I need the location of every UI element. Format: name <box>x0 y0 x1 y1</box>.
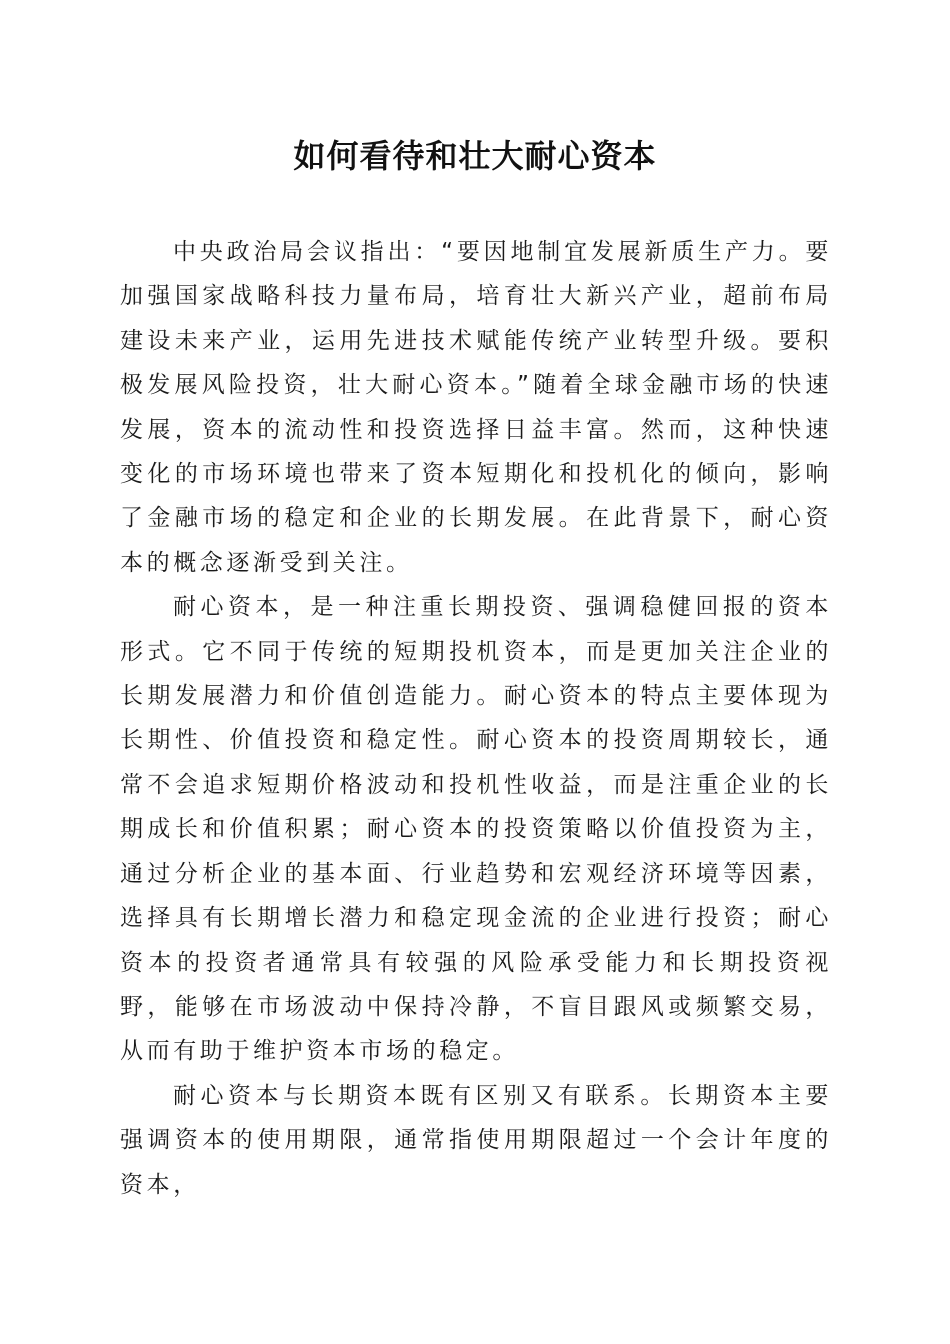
document-body <box>120 230 832 1207</box>
paragraph-3: 耐心资本与长期资本既有区别又有联系。长期资本主要强调资本的使用期限，通常指使用期限超过一个会计年度的资本， <box>120 1082 832 1198</box>
paragraph-1: 中央政治局会议指出：“要因地制宜发展新质生产力。要加强国家战略科技力量布局，培育壮大新兴产业，超前布局建设未来产业，运用先进技术赋能传统产业转型升级。要积极发展风险投资，壮大耐心资本。”随着全球金融市场的快速发展，资本的流动性和投资选择日益丰富。然而，这种快速变化的市场环境也带来了资本短期化和投机化的倾向，影响了金融市场的稳定和企业的长期发展。在此背景下，耐心资本的概念逐渐受到关注。 <box>120 239 832 576</box>
document-title: 如何看待和壮大耐心资本 <box>293 137 657 175</box>
paragraph-2: 耐心资本，是一种注重长期投资、强调稳健回报的资本形式。它不同于传统的短期投机资本，而是更加关注企业的长期发展潜力和价值创造能力。耐心资本的特点主要体现为长期性、价值投资和稳定性。耐心资本的投资周期较长，通常不会追求短期价格波动和投机性收益，而是注重企业的长期成长和价值积累；耐心资本的投资策略以价值投资为主，通过分析企业的基本面、行业趋势和宏观经济环境等因素，选择具有长期增长潜力和稳定现金流的企业进行投资；耐心资本的投资者通常具有较强的风险承受能力和长期投资视野，能够在市场波动中保持冷静，不盲目跟风或频繁交易，从而有助于维护资本市场的稳定。 <box>120 594 832 1065</box>
